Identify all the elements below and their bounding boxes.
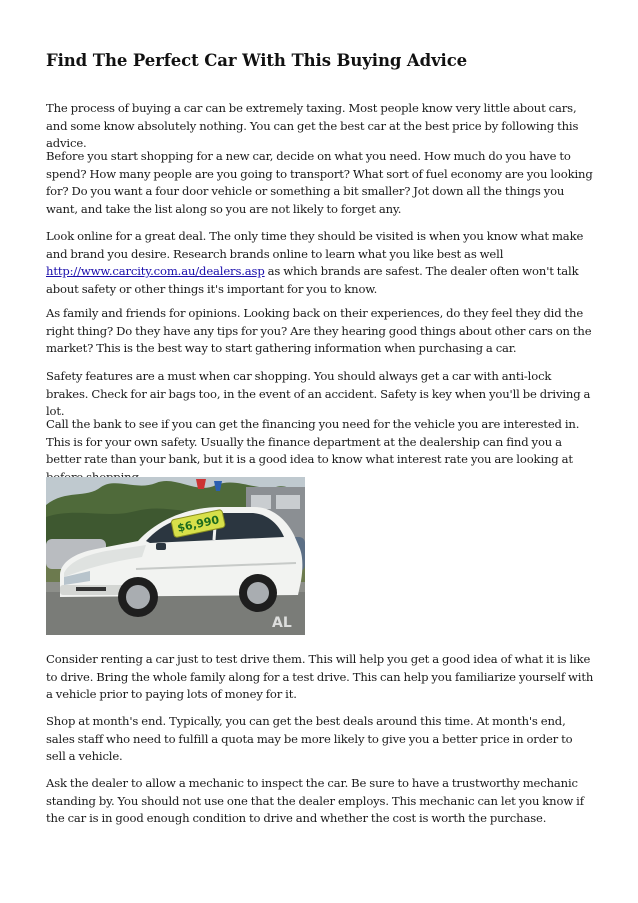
paragraph-test-drive: Consider renting a car just to test drive them. This will help you get a good idea of what it is like to drive. Bring the whole family along for a test drive. This can help you familiarize yourself with a vehicle prior to paying lots of money for it. (46, 652, 594, 702)
paragraph-intro: The process of buying a car can be extremely taxing. Most people know very little about cars, and some know absolutely nothing. You can get the best car at the best price by following this advice. (46, 101, 579, 151)
paragraph-needs: Before you start shopping for a new car, decide on what you need. How much do you have to spend? How many people are you going to transport? What sort of fuel economy are you looking for? Do you want a four door vehicle or something a bit smaller? Jot down all the things you want, and take the list along so you are not likely to forget any. (46, 149, 593, 216)
price-sticker-text: $6,990 (176, 513, 221, 535)
paragraph-family-opinions: As family and friends for opinions. Looking back on their experiences, do they feel they did the right thing? Do they have any tips for you? Are they hearing good things about other cars on the market? This is the best way to start gathering information when purchasing a car. (46, 306, 592, 356)
paragraph-month-end: Shop at month's end. Typically, you can get the best deals around this time. At month's end, sales staff who need to fulfill a quota may be more likely to give you a better price in order to sell a vehicle. (46, 714, 573, 764)
dealers-link[interactable]: http://www.carcity.com.au/dealers.asp (46, 264, 265, 279)
photo-watermark: AL (272, 615, 292, 631)
paragraph-safety: Safety features are a must when car shopping. You should always get a car with anti-lock brakes. Check for air bags too, in the event of an accident. Safety is key when you'll be driving a lot. (46, 369, 591, 419)
paragraph-text-after-link: as which brands are safest. The dealer often won't talk about safety or other things it's important for you to know. (46, 264, 579, 296)
paragraph-financing: Call the bank to see if you can get the financing you need for the vehicle you are interested in. This is for your own safety. Usually the finance department at the dealership can find you a better rate than your bank, but it is a good idea to know what interest rate you are looking at (46, 417, 580, 467)
paragraph-mechanic: Ask the dealer to allow a mechanic to inspect the car. Be sure to have a trustworthy mechanic standing by. You should not use one that the dealer employs. This mechanic can let you know if the car is in good enough condition to drive and whether the cost is worth the purchase. (46, 776, 584, 826)
car-photo (46, 477, 305, 635)
page-title: Find The Perfect Car With This Buying Advice (46, 51, 468, 70)
paragraph-online-research (46, 228, 594, 298)
paragraph-text-before-link: Look online for a great deal. The only time they should be visited is when you know what make and brand you desire. Research brands online to learn what you like best as well (46, 229, 584, 261)
